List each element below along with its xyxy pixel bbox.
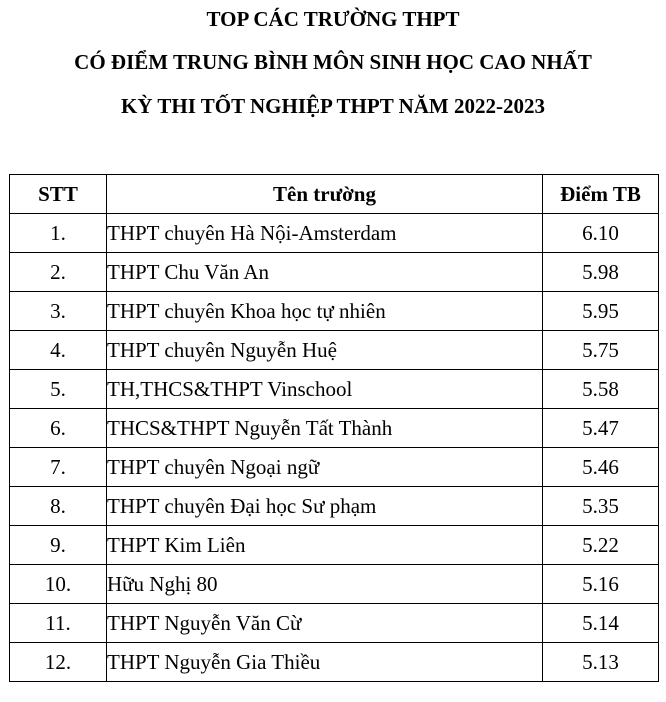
score-cell: 5.58	[543, 370, 659, 409]
rank-cell: 9.	[10, 526, 107, 565]
table-row	[10, 604, 659, 643]
title-line-2: CÓ ĐIỂM TRUNG BÌNH MÔN SINH HỌC CAO NHẤT	[74, 50, 592, 74]
title-line-1: TOP CÁC TRƯỜNG THPT	[206, 7, 460, 31]
school-name-cell: THPT chuyên Khoa học tự nhiên	[107, 292, 543, 331]
score-cell: 6.10	[543, 214, 659, 253]
table-row	[10, 370, 659, 409]
school-name-cell: Hữu Nghị 80	[107, 565, 543, 604]
table-header-row	[10, 175, 659, 214]
score-cell: 5.35	[543, 487, 659, 526]
school-name-cell: THCS&THPT Nguyễn Tất Thành	[107, 409, 543, 448]
rank-cell: 12.	[10, 643, 107, 682]
header-average-score: Điểm TB	[543, 175, 659, 214]
score-cell: 5.75	[543, 331, 659, 370]
score-cell: 5.46	[543, 448, 659, 487]
table-row	[10, 214, 659, 253]
school-name-cell: THPT Nguyễn Văn Cừ	[107, 604, 543, 643]
rank-cell: 11.	[10, 604, 107, 643]
table-row	[10, 448, 659, 487]
school-name-cell: THPT Nguyễn Gia Thiều	[107, 643, 543, 682]
score-cell: 5.98	[543, 253, 659, 292]
score-cell: 5.13	[543, 643, 659, 682]
score-cell: 5.14	[543, 604, 659, 643]
title-line-3: KỲ THI TỐT NGHIỆP THPT NĂM 2022-2023	[121, 94, 545, 118]
rank-cell: 3.	[10, 292, 107, 331]
score-cell: 5.95	[543, 292, 659, 331]
school-name-cell: THPT chuyên Đại học Sư phạm	[107, 487, 543, 526]
school-name-cell: THPT chuyên Ngoại ngữ	[107, 448, 543, 487]
score-cell: 5.22	[543, 526, 659, 565]
school-name-cell: TH,THCS&THPT Vinschool	[107, 370, 543, 409]
table-row	[10, 643, 659, 682]
score-cell: 5.16	[543, 565, 659, 604]
header-school-name: Tên trường	[107, 175, 543, 214]
table-row	[10, 331, 659, 370]
school-name-cell: THPT Kim Liên	[107, 526, 543, 565]
table-row	[10, 526, 659, 565]
rank-cell: 2.	[10, 253, 107, 292]
table-row	[10, 409, 659, 448]
header-stt: STT	[10, 175, 107, 214]
school-name-cell: THPT chuyên Nguyễn Huệ	[107, 331, 543, 370]
score-cell: 5.47	[543, 409, 659, 448]
school-name-cell: THPT chuyên Hà Nội-Amsterdam	[107, 214, 543, 253]
school-ranking-table	[9, 174, 659, 682]
rank-cell: 1.	[10, 214, 107, 253]
table-row	[10, 565, 659, 604]
table-body	[10, 214, 659, 682]
table-row	[10, 292, 659, 331]
rank-cell: 4.	[10, 331, 107, 370]
table-row	[10, 253, 659, 292]
rank-cell: 6.	[10, 409, 107, 448]
table-row	[10, 487, 659, 526]
school-name-cell: THPT Chu Văn An	[107, 253, 543, 292]
rank-cell: 5.	[10, 370, 107, 409]
rank-cell: 10.	[10, 565, 107, 604]
rank-cell: 7.	[10, 448, 107, 487]
rank-cell: 8.	[10, 487, 107, 526]
